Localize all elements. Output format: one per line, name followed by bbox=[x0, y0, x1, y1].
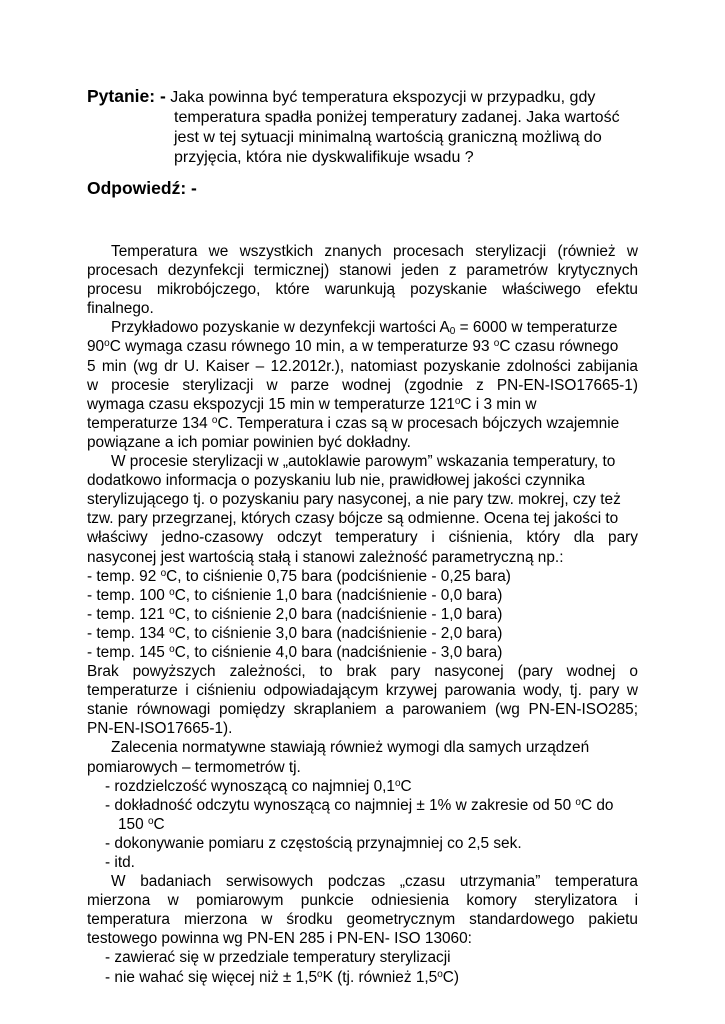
degree-sign: o bbox=[104, 338, 110, 350]
text: wymaga czasu ekspozycji 15 min w temperaturze 121 bbox=[87, 395, 455, 413]
text: C, to ciśnienie 4,0 bara (nadciśnienie - 3,0 bara) bbox=[174, 643, 503, 661]
degree-sign: o bbox=[169, 605, 175, 617]
degree-sign: o bbox=[493, 338, 500, 350]
requirement-item bbox=[87, 777, 638, 796]
paragraph-line: PN-EN-ISO17665-1). bbox=[87, 720, 233, 738]
degree-sign: o bbox=[169, 624, 175, 636]
text: temperaturze 134 bbox=[87, 414, 212, 432]
paragraph-line: W badaniach serwisowych podczas „czasu utrzymania” temperatura bbox=[111, 873, 638, 891]
degree-sign: o bbox=[437, 968, 443, 980]
paragraph-line: mierzona w pomiarowym punkcie odniesienia komory sterylizatora i bbox=[87, 892, 638, 910]
paragraph-line: testowego powinna wg PN-EN 285 i PN-EN- ISO 13060: bbox=[87, 930, 472, 948]
text: - temp. 100 bbox=[87, 586, 170, 604]
degree-sign: o bbox=[160, 567, 167, 579]
paragraph-line: temperatura mierzona w środku geometrycznym standardowego pakietu bbox=[87, 911, 638, 929]
paragraph-line bbox=[87, 414, 638, 433]
answer-body bbox=[87, 242, 638, 987]
question-line: Jaka powinna być temperatura ekspozycji w przypadku, gdy bbox=[170, 89, 596, 106]
subscript: 0 bbox=[449, 326, 456, 338]
paragraph-line: sterylizującego tj. o pozyskaniu pary nasyconej, a nie pary tzw. mokrej, czy też bbox=[87, 491, 621, 509]
paragraph-line: W procesie sterylizacji w „autoklawie parowym” wskazania temperatury, to bbox=[111, 453, 616, 471]
degree-sign: o bbox=[454, 395, 461, 407]
text: - temp. 92 bbox=[87, 567, 161, 585]
text: C, to ciśnienie 1,0 bara (nadciśnienie - 0,0 bara) bbox=[174, 586, 503, 604]
text: - nie wahać się więcej niż ± 1,5 bbox=[105, 968, 318, 986]
paragraph-line bbox=[87, 337, 638, 356]
question-line: temperatura spadła poniżej temperatury zadanej. Jaka wartość bbox=[174, 109, 620, 126]
question-block bbox=[87, 86, 647, 168]
answer-label: Odpowiedź: - bbox=[87, 178, 197, 198]
requirement-item: - zawierać się w przedziale temperatury sterylizacji bbox=[105, 949, 451, 967]
text: C. Temperatura i czas są w procesach bójczych wzajemnie bbox=[217, 414, 620, 432]
text: K (tj. również 1,5 bbox=[322, 968, 438, 986]
paragraph-line: dodatkowo informacja o pozyskaniu lub nie, prawidłowej jakości czynnika bbox=[87, 472, 585, 490]
paragraph-line bbox=[87, 395, 638, 414]
requirement-item bbox=[87, 796, 638, 815]
paragraph-line: w procesie sterylizacji w parze wodnej (zgodnie z PN-EN-ISO17665-1) bbox=[87, 376, 638, 394]
text: 150 bbox=[118, 815, 148, 833]
degree-sign: o bbox=[211, 414, 218, 426]
paragraph-line: procesach dezynfekcji termicznej) stanowi jeden z parametrów krytycznych bbox=[87, 262, 638, 280]
text: = 6000 w temperaturze bbox=[455, 319, 618, 337]
requirement-item-continuation bbox=[87, 815, 638, 834]
text: - temp. 145 bbox=[87, 643, 170, 661]
text: C czasu równego bbox=[499, 338, 619, 356]
text: C, to ciśnienie 0,75 bara (podciśnienie - 0,25 bara) bbox=[166, 567, 511, 585]
degree-sign: o bbox=[169, 643, 175, 655]
degree-sign: o bbox=[317, 968, 323, 980]
paragraph-line: finalnego. bbox=[87, 300, 154, 318]
text: - rozdzielczość wynoszącą co najmniej 0,1 bbox=[105, 777, 395, 795]
text: - temp. 134 bbox=[87, 624, 170, 642]
text: Przykładowo pozyskanie w dezynfekcji wartości A bbox=[111, 319, 450, 337]
text: C bbox=[400, 777, 412, 795]
requirement-item bbox=[87, 968, 638, 987]
text: C, to ciśnienie 2,0 bara (nadciśnienie - 1,0 bara) bbox=[174, 605, 503, 623]
text: C) bbox=[442, 968, 460, 986]
paragraph-line: 5 min (wg dr U. Kaiser – 12.2012r.), natomiast pozyskanie zdolności zabijania bbox=[87, 357, 638, 375]
paragraph-line: właściwy jedno-czasowy odczyt temperatury i ciśnienia, który dla pary bbox=[87, 529, 638, 547]
paragraph-line: procesu mikrobójczego, które warunkują pozyskanie właściwego efektu bbox=[87, 281, 638, 299]
question-line: jest w tej sytuacji minimalną wartością graniczną możliwą do bbox=[174, 129, 602, 146]
question-line: przyjęcia, która nie dyskwalifikuje wsadu ? bbox=[174, 149, 474, 166]
text: - dokładność odczytu wynoszącą co najmniej ± 1% w zakresie od 50 bbox=[105, 796, 576, 814]
text: C do bbox=[580, 796, 614, 814]
degree-sign: o bbox=[147, 815, 154, 827]
temperature-list-item bbox=[87, 567, 638, 586]
paragraph-line: nasyconej jest wartością stałą i stanowi zależność parametryczną np.: bbox=[87, 548, 564, 566]
paragraph-line: pomiarowych – termometrów tj. bbox=[87, 758, 301, 776]
paragraph-line: Brak powyższych zależności, to brak pary nasyconej (pary wodnej o bbox=[87, 663, 638, 681]
temperature-list-item bbox=[87, 605, 638, 624]
paragraph-line bbox=[87, 318, 638, 337]
paragraph-line: Zalecenia normatywne stawiają również wymogi dla samych urządzeń bbox=[111, 739, 590, 757]
degree-sign: o bbox=[169, 586, 175, 598]
text: 90 bbox=[87, 338, 105, 356]
paragraph-line: powiązane a ich pomiar powinien być dokładny. bbox=[87, 433, 411, 451]
text: C, to ciśnienie 3,0 bara (nadciśnienie - 2,0 bara) bbox=[174, 624, 503, 642]
text: C i 3 min w bbox=[460, 395, 537, 413]
text: C wymaga czasu równego 10 min, a w temperaturze 93 bbox=[109, 338, 494, 356]
paragraph-line: tzw. pary przegrzanej, których czasy bójcze są odmienne. Ocena tej jakości to bbox=[87, 510, 619, 528]
temperature-list-item bbox=[87, 643, 638, 662]
paragraph-line: temperaturze i ciśnieniu odpowiadającym krzywej parowania wody, tj. pary w bbox=[87, 682, 638, 700]
text: - temp. 121 bbox=[87, 605, 170, 623]
text: C bbox=[153, 815, 165, 833]
paragraph-line: stanie równowagi pomiędzy skraplaniem a parowaniem (wg PN-EN-ISO285; bbox=[87, 701, 638, 719]
degree-sign: o bbox=[394, 777, 401, 789]
question-label: Pytanie: - bbox=[87, 86, 166, 106]
degree-sign: o bbox=[575, 796, 581, 808]
temperature-list-item bbox=[87, 624, 638, 643]
temperature-list-item bbox=[87, 586, 638, 605]
paragraph-line: Temperatura we wszystkich znanych procesach sterylizacji (również w bbox=[111, 243, 638, 260]
requirement-item: - itd. bbox=[105, 854, 135, 871]
requirement-item: - dokonywanie pomiaru z częstością przynajmniej co 2,5 sek. bbox=[105, 834, 522, 852]
